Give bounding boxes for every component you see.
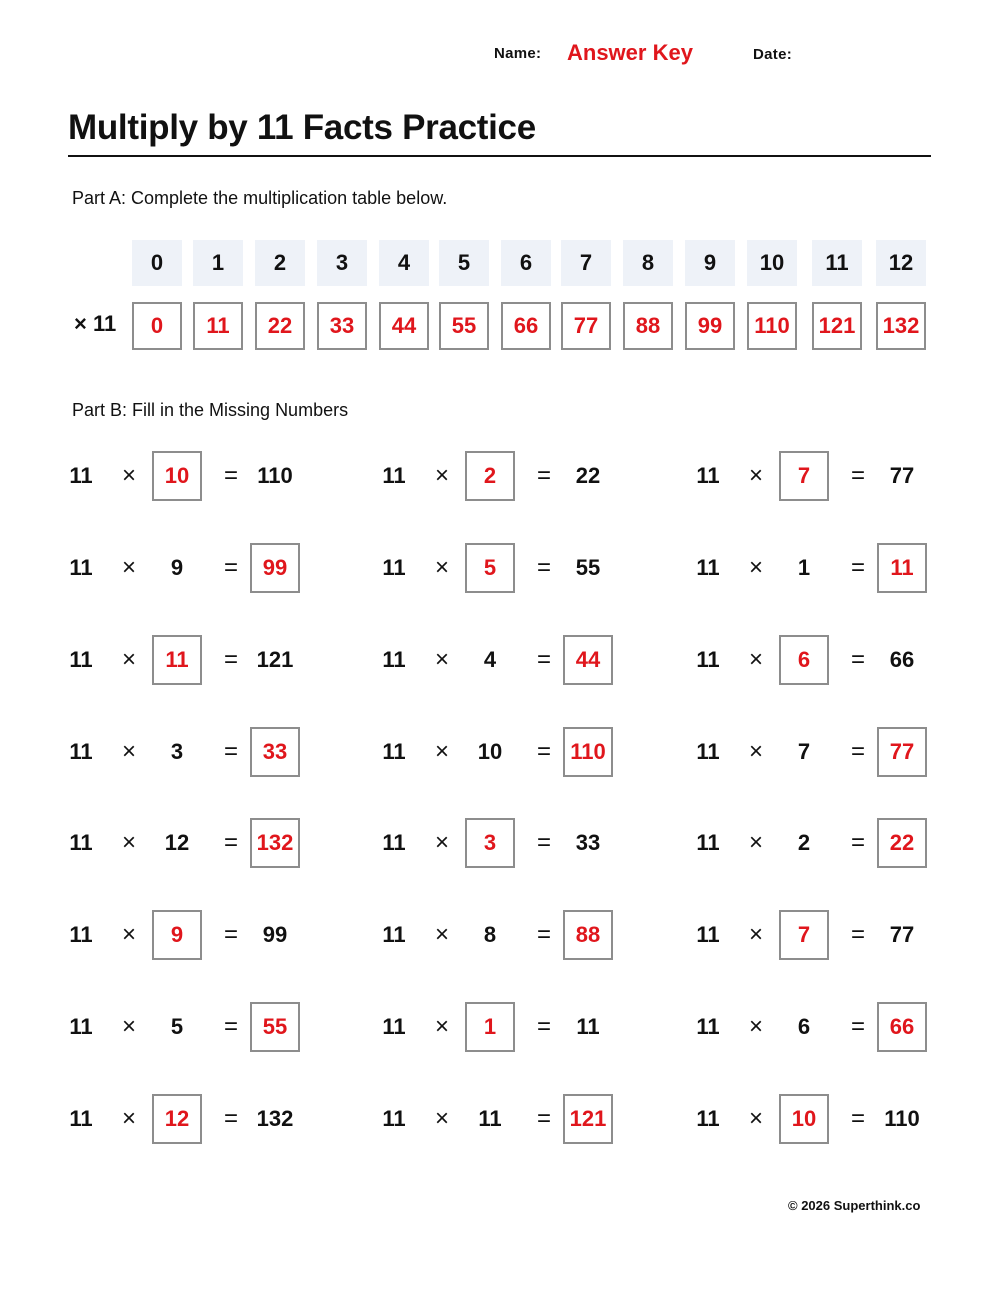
equation (68, 727, 308, 777)
equation-factor: 8 (483, 922, 497, 947)
times-symbol: × (434, 462, 449, 489)
answer-box[interactable]: 88 (563, 910, 613, 960)
table-answer-box[interactable]: 121 (812, 302, 862, 350)
equals-symbol: = (223, 829, 238, 856)
table-answer-box[interactable]: 55 (439, 302, 489, 350)
table-answer-box[interactable]: 88 (623, 302, 673, 350)
times-symbol: × (748, 1105, 763, 1132)
table-answer-box[interactable]: 66 (501, 302, 551, 350)
date-label: Date: (753, 46, 793, 63)
equation (68, 635, 308, 685)
equation-factor: 11 (696, 463, 720, 488)
equation-factor: 11 (696, 555, 720, 580)
equation-factor: 11 (69, 647, 93, 672)
equation-factor: 11 (382, 463, 406, 488)
equals-symbol: = (536, 1105, 551, 1132)
table-factor-cell: 12 (876, 240, 926, 286)
answer-box[interactable]: 11 (152, 635, 202, 685)
times-symbol: × (748, 1013, 763, 1040)
equals-symbol: = (223, 1105, 238, 1132)
title-underline (68, 155, 931, 157)
times-symbol: × (748, 462, 763, 489)
table-factor-cell: 11 (812, 240, 862, 286)
equation-factor: 11 (69, 922, 93, 947)
equation-factor: 11 (69, 830, 93, 855)
equals-symbol: = (223, 462, 238, 489)
table-factor-cell: 3 (317, 240, 367, 286)
equation-factor: 3 (170, 739, 184, 764)
equation-factor: 9 (170, 555, 184, 580)
table-answer-box[interactable]: 33 (317, 302, 367, 350)
table-factor-cell: 5 (439, 240, 489, 286)
equation (695, 910, 935, 960)
equals-symbol: = (536, 829, 551, 856)
answer-box[interactable]: 7 (779, 451, 829, 501)
answer-box[interactable]: 132 (250, 818, 300, 868)
times-symbol: × (434, 1013, 449, 1040)
equation (695, 451, 935, 501)
equals-symbol: = (536, 554, 551, 581)
table-answer-box[interactable]: 77 (561, 302, 611, 350)
equals-symbol: = (850, 921, 865, 948)
answer-box[interactable]: 55 (250, 1002, 300, 1052)
table-factor-cell: 9 (685, 240, 735, 286)
times-symbol: × (748, 738, 763, 765)
page-title: Multiply by 11 Facts Practice (68, 108, 536, 147)
equation-factor: 11 (696, 739, 720, 764)
equation-factor: 11 (69, 555, 93, 580)
answer-box[interactable]: 22 (877, 818, 927, 868)
times-symbol: × (748, 646, 763, 673)
equation (68, 910, 308, 960)
equation-factor: 11 (696, 1106, 720, 1131)
equation (381, 1002, 621, 1052)
table-factor-cell: 2 (255, 240, 305, 286)
equation (381, 543, 621, 593)
equation-factor: 11 (696, 1014, 720, 1039)
copyright-footer: © 2026 Superthink.co (788, 1198, 921, 1213)
times-symbol: × (748, 554, 763, 581)
equals-symbol: = (536, 1013, 551, 1040)
equation-factor: 5 (170, 1014, 184, 1039)
table-factor-cell: 8 (623, 240, 673, 286)
answer-box[interactable]: 44 (563, 635, 613, 685)
equation (695, 1002, 935, 1052)
answer-box[interactable]: 1 (465, 1002, 515, 1052)
table-factor-cell: 0 (132, 240, 182, 286)
equation-factor: 1 (797, 555, 811, 580)
equation-factor: 11 (382, 830, 406, 855)
table-answer-box[interactable]: 44 (379, 302, 429, 350)
table-factor-cell: 1 (193, 240, 243, 286)
equals-symbol: = (850, 462, 865, 489)
equals-symbol: = (536, 921, 551, 948)
times-symbol: × (121, 1105, 136, 1132)
equation-product: 33 (575, 830, 601, 855)
answer-box[interactable]: 11 (877, 543, 927, 593)
equation (695, 635, 935, 685)
equals-symbol: = (850, 738, 865, 765)
times-symbol: × (434, 554, 449, 581)
part-b-instruction: Part B: Fill in the Missing Numbers (72, 400, 349, 420)
equation (695, 543, 935, 593)
equals-symbol: = (850, 646, 865, 673)
equation (68, 1094, 308, 1144)
part-a-instruction: Part A: Complete the multiplication table below. (72, 188, 448, 208)
equals-symbol: = (850, 554, 865, 581)
times-symbol: × (121, 1013, 136, 1040)
equals-symbol: = (223, 921, 238, 948)
times-symbol: × (434, 646, 449, 673)
equation-factor: 11 (696, 647, 720, 672)
times-symbol: × (748, 921, 763, 948)
equation-product: 77 (889, 922, 915, 947)
equation-product: 121 (256, 647, 294, 672)
times-symbol: × (121, 738, 136, 765)
equals-symbol: = (223, 646, 238, 673)
times-symbol: × (121, 462, 136, 489)
table-factor-cell: 7 (561, 240, 611, 286)
equation-factor: 11 (69, 1014, 93, 1039)
answer-box[interactable]: 33 (250, 727, 300, 777)
times-symbol: × (434, 738, 449, 765)
table-factor-cell: 10 (747, 240, 797, 286)
table-answer-box[interactable]: 132 (876, 302, 926, 350)
equals-symbol: = (850, 829, 865, 856)
equation-factor: 6 (797, 1014, 811, 1039)
table-answer-box[interactable]: 0 (132, 302, 182, 350)
equation-product: 77 (889, 463, 915, 488)
equation-factor: 11 (382, 555, 406, 580)
equation-factor: 10 (477, 739, 503, 764)
table-answer-box[interactable]: 11 (193, 302, 243, 350)
equation-factor: 11 (69, 1106, 93, 1131)
answer-box[interactable]: 6 (779, 635, 829, 685)
equation-factor: 11 (478, 1106, 502, 1131)
equals-symbol: = (850, 1013, 865, 1040)
equation-product: 55 (575, 555, 601, 580)
answer-box[interactable]: 99 (250, 543, 300, 593)
equation-factor: 7 (797, 739, 811, 764)
answer-box[interactable]: 77 (877, 727, 927, 777)
times-symbol: × (121, 554, 136, 581)
equation-factor: 11 (382, 1106, 406, 1131)
equation-factor: 11 (382, 922, 406, 947)
equation-product: 66 (889, 647, 915, 672)
equation (381, 910, 621, 960)
equals-symbol: = (223, 1013, 238, 1040)
answer-box[interactable]: 110 (563, 727, 613, 777)
equation-factor: 12 (164, 830, 190, 855)
equation-factor: 11 (696, 922, 720, 947)
equation-factor: 11 (382, 1014, 406, 1039)
equation-factor: 2 (797, 830, 811, 855)
times-symbol: × (121, 921, 136, 948)
equation (381, 451, 621, 501)
table-answer-box[interactable]: 110 (747, 302, 797, 350)
equation (68, 451, 308, 501)
equation-factor: 11 (69, 739, 93, 764)
equation (68, 818, 308, 868)
equation (695, 818, 935, 868)
equation (695, 727, 935, 777)
equation (381, 635, 621, 685)
times-eleven-label: × 11 (74, 311, 117, 336)
answer-box[interactable]: 10 (779, 1094, 829, 1144)
equals-symbol: = (536, 646, 551, 673)
answer-box[interactable]: 5 (465, 543, 515, 593)
equation (695, 1094, 935, 1144)
name-label: Name: (494, 45, 542, 62)
equals-symbol: = (536, 462, 551, 489)
equation (381, 1094, 621, 1144)
table-factor-cell: 6 (501, 240, 551, 286)
equals-symbol: = (850, 1105, 865, 1132)
answer-box[interactable]: 10 (152, 451, 202, 501)
equation-product: 99 (262, 922, 288, 947)
times-symbol: × (434, 1105, 449, 1132)
equation (68, 543, 308, 593)
equation (381, 818, 621, 868)
equation-product: 11 (576, 1014, 600, 1039)
table-answer-box[interactable]: 22 (255, 302, 305, 350)
answer-box[interactable]: 3 (465, 818, 515, 868)
times-symbol: × (121, 829, 136, 856)
equation-factor: 11 (382, 739, 406, 764)
answer-box[interactable]: 9 (152, 910, 202, 960)
equation-factor: 11 (696, 830, 720, 855)
equation-product: 110 (884, 1106, 920, 1131)
equation (381, 727, 621, 777)
answer-box[interactable]: 121 (563, 1094, 613, 1144)
answer-box[interactable]: 12 (152, 1094, 202, 1144)
equation-factor: 11 (69, 463, 93, 488)
equation-product: 22 (575, 463, 601, 488)
equals-symbol: = (223, 554, 238, 581)
equation-product: 132 (256, 1106, 294, 1131)
name-value[interactable]: Answer Key (567, 40, 693, 65)
equation (68, 1002, 308, 1052)
equals-symbol: = (223, 738, 238, 765)
table-factor-cell: 4 (379, 240, 429, 286)
equation-factor: 4 (483, 647, 497, 672)
times-symbol: × (434, 921, 449, 948)
answer-box[interactable]: 66 (877, 1002, 927, 1052)
answer-box[interactable]: 7 (779, 910, 829, 960)
times-symbol: × (748, 829, 763, 856)
times-symbol: × (121, 646, 136, 673)
answer-box[interactable]: 2 (465, 451, 515, 501)
equals-symbol: = (536, 738, 551, 765)
equation-product: 110 (257, 463, 293, 488)
times-symbol: × (434, 829, 449, 856)
table-answer-box[interactable]: 99 (685, 302, 735, 350)
equation-factor: 11 (382, 647, 406, 672)
